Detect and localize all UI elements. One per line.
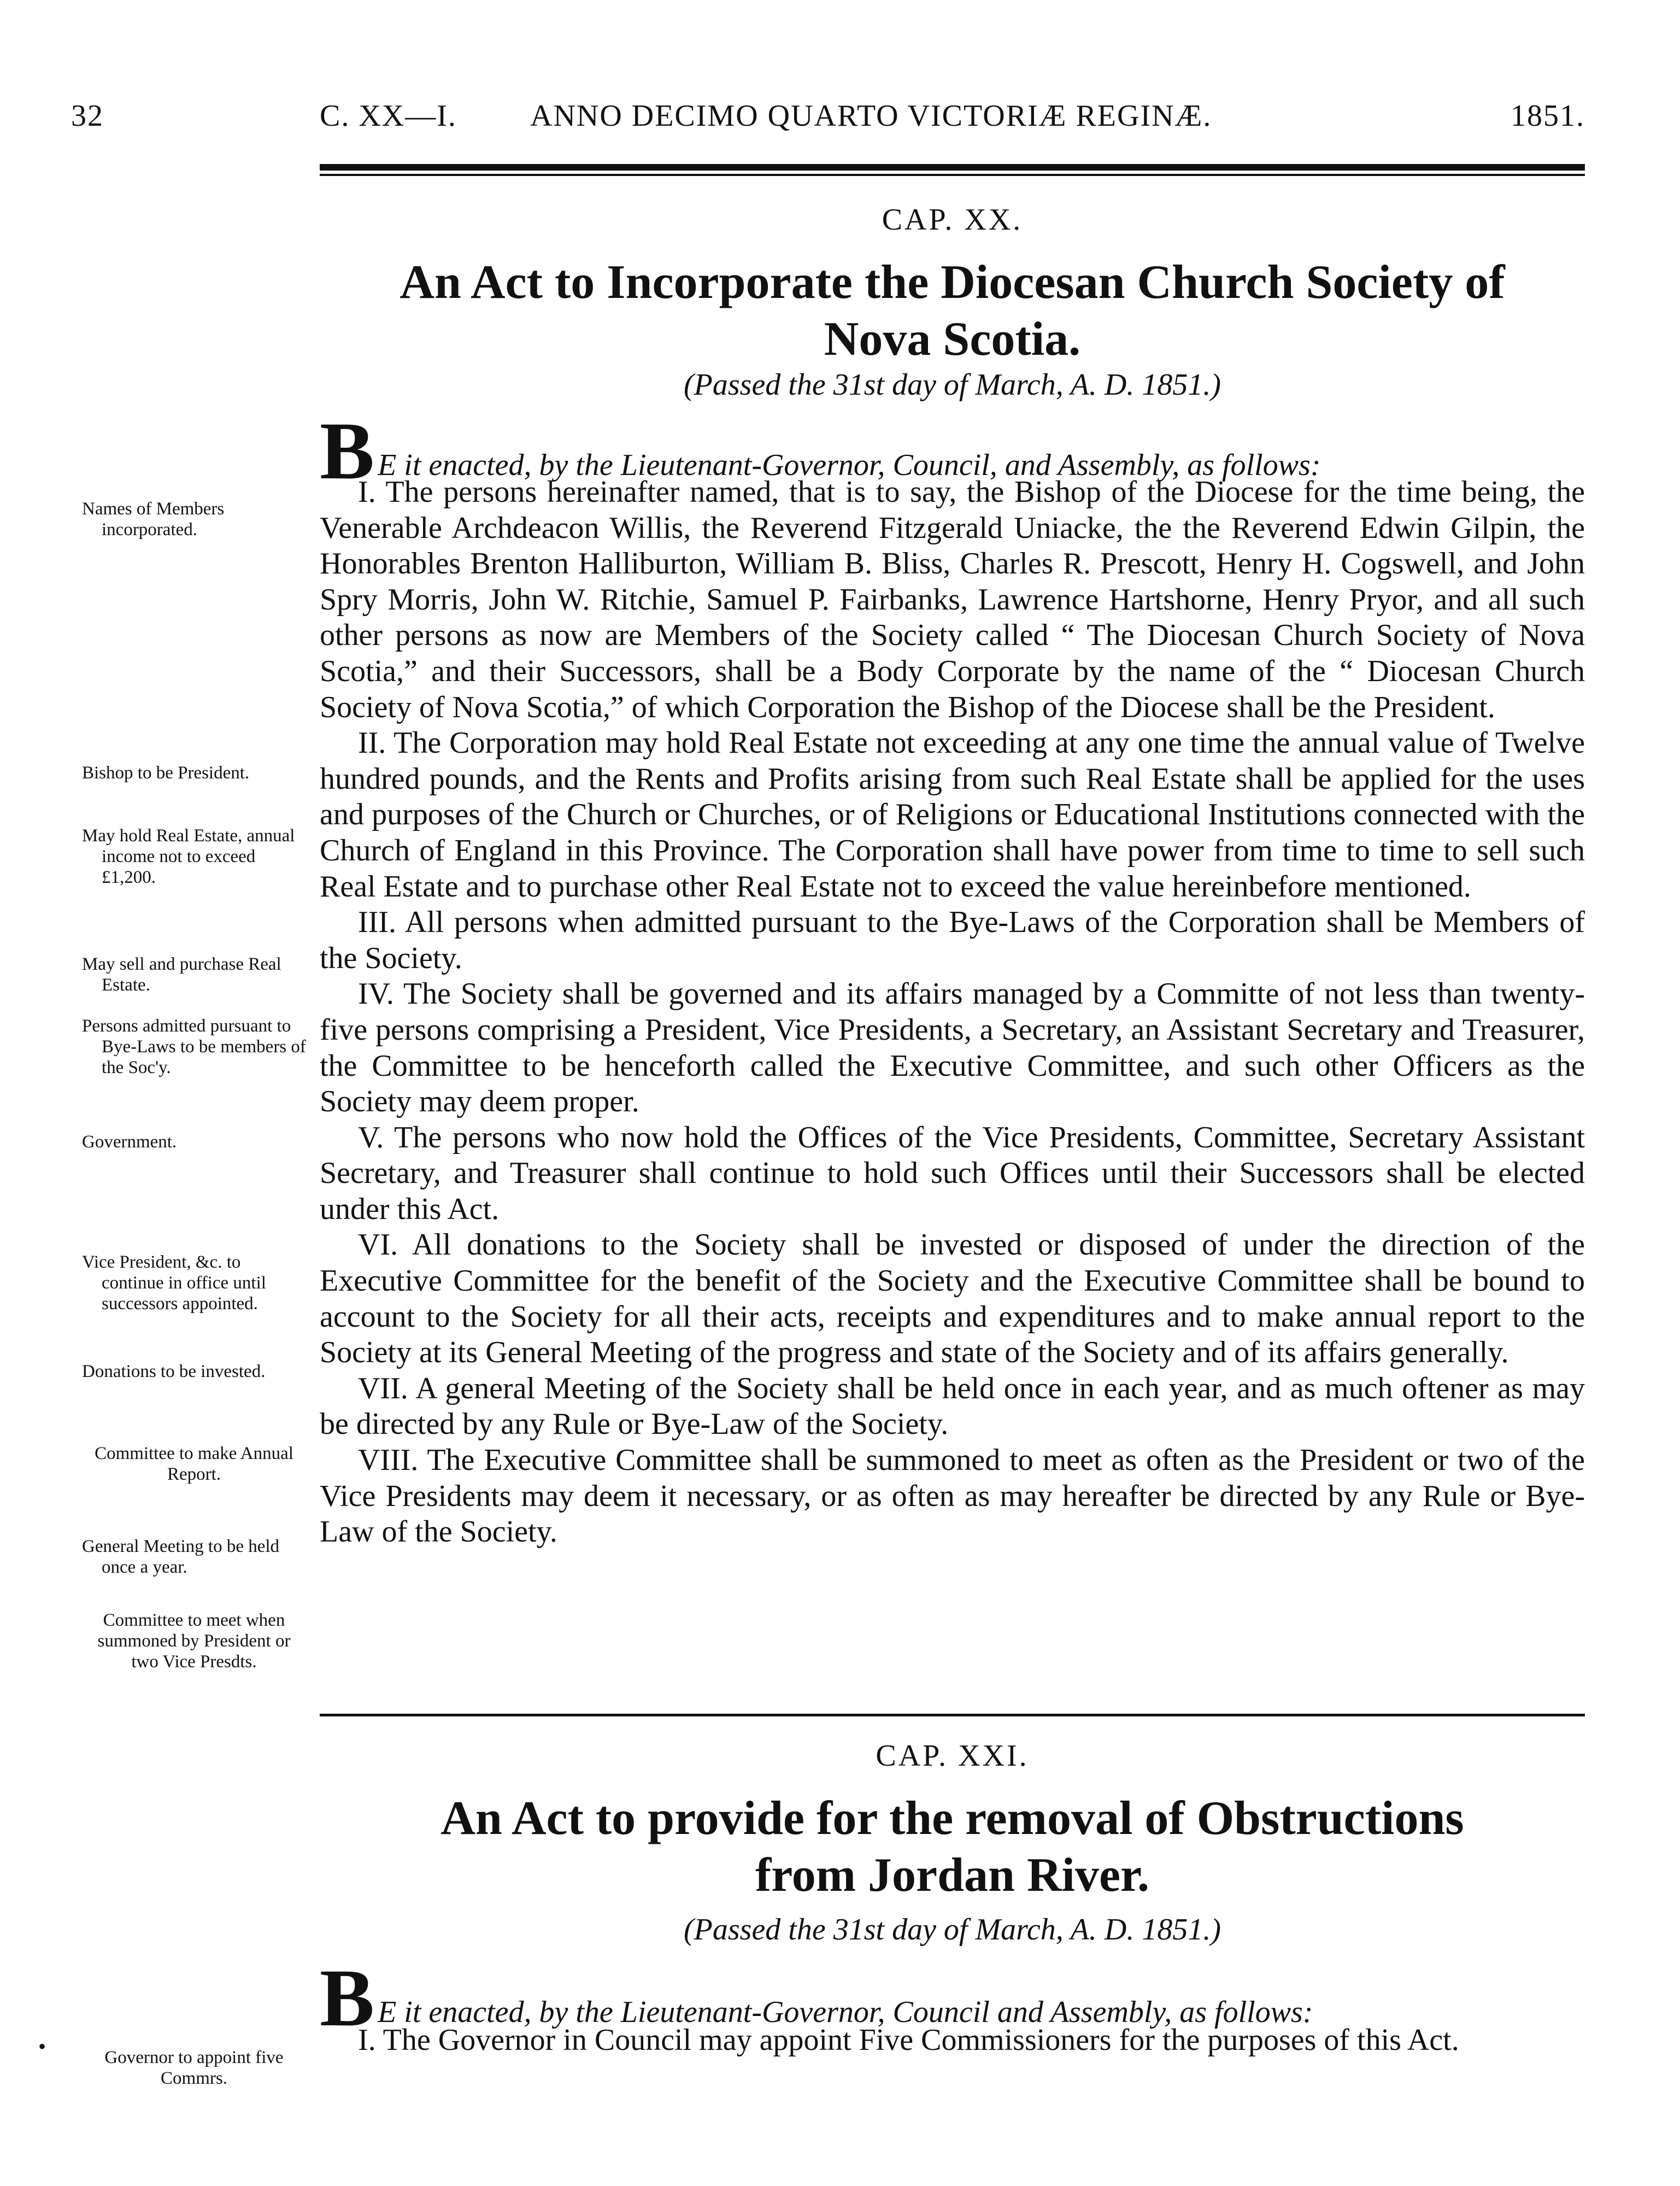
act1-section-8: VIII. The Executive Committee shall be summoned to meet as often as the President or two of the Vice Presidents may deem it necessary, or as often as may hereafter be directed by any Rule or Bye-Law of the Society. bbox=[320, 1443, 1585, 1549]
margin-note-governor-appoint: Governor to appoint five Commrs. bbox=[104, 2048, 284, 2088]
act1-enact-text: E it enacted, by the Lieutenant-Governor, Council, and Assembly, as follows: bbox=[378, 448, 1321, 482]
act1-section-5: V. The persons who now hold the Offices of the Vice Presidents, Committee, Secretary Assistant Secretary, and Treasurer shall continue to hold such Offices until their Successors shall be elected under this Act. bbox=[320, 1120, 1585, 1226]
margin-note-general-meeting: General Meeting to be held once a year. bbox=[82, 1537, 280, 1577]
act2-passed-date: (Passed the 31st day of March, A. D. 1851.) bbox=[684, 1913, 1221, 1947]
act1-section-1: I. The persons hereinafter named, that is to say, the Bishop of the Diocese for the time being, the Venerable Archdeacon Willis, the Reverend Fitzgerald Uniacke, the the Reverend Edwin Gilpin, the Honorables Brenton Halliburton, William B. Bliss, Charles R. Prescott, Henry H. Cogswell, and John Spry Morris, John W. Ritchie, Samuel P. Fairbanks, Lawrence Hartshorne, Henry Pryor, and all such other persons as now are Members of the Society called “ The Diocesan Church Society of Nova Scotia,” and their Successors, shall be a Body Corporate by the name of the “ Diocesan Church Society of Nova Scotia,” of which Corporation the Bishop of the Diocese shall be the President. bbox=[320, 475, 1585, 724]
margin-note-vice-president: Vice President, &c. to continue in office until successors appointed. bbox=[82, 1252, 266, 1314]
margin-note-donations: Donations to be invested. bbox=[82, 1362, 266, 1381]
act2-title-line1: An Act to provide for the removal of Obstructions bbox=[440, 1792, 1464, 1845]
act1-title-line2: Nova Scotia. bbox=[824, 313, 1081, 366]
margin-note-bishop: Bishop to be President. bbox=[82, 763, 250, 783]
act2-section-1: I. The Governor in Council may appoint Five Commissioners for the purposes of this Act. bbox=[358, 2023, 1459, 2057]
chapter-reference: C. XX—I. bbox=[320, 99, 457, 133]
margin-note-annual-report: Committee to make Annual Report. bbox=[95, 1444, 293, 1484]
act2-title bbox=[320, 1790, 1585, 1904]
header-double-rule bbox=[320, 164, 1585, 176]
running-title: ANNO DECIMO QUARTO VICTORIÆ REGINÆ. bbox=[530, 99, 1212, 133]
margin-note-members: Names of Members incorporated. bbox=[82, 499, 225, 540]
margin-note-real-estate: May hold Real Estate, annual income not to exceed £1,200. bbox=[82, 826, 295, 887]
act1-title-line1: An Act to Incorporate the Diocesan Church Society of bbox=[400, 256, 1505, 309]
act1-passed-date: (Passed the 31st day of March, A. D. 1851.) bbox=[684, 368, 1221, 402]
margin-note-sell-purchase: May sell and purchase Real Estate. bbox=[82, 954, 281, 995]
act2-drop-cap: B bbox=[320, 1953, 375, 2043]
act1-section-2: II. The Corporation may hold Real Estate not exceeding at any one time the annual value of Twelve hundred pounds, and the Rents and Profits arising from such Real Estate shall be applied for the uses and purposes of the Church or Churches, or of Religions or Educational Institutions connected with the Church of England in this Province. The Corporation shall have power from time to time to sell such Real Estate and to purchase other Real Estate not to exceed the value hereinbefore mentioned. bbox=[320, 726, 1585, 904]
margin-note-committee-meet: Committee to meet when summoned by President or two Vice Presdts. bbox=[97, 1610, 291, 1672]
act2-title-line2: from Jordan River. bbox=[755, 1849, 1150, 1902]
bullet-mark: • bbox=[38, 2034, 46, 2059]
margin-note-persons-admitted: Persons admitted pursuant to Bye-Laws to be members of the Soc'y. bbox=[82, 1016, 306, 1077]
header-year: 1851. bbox=[1511, 99, 1585, 133]
act1-body bbox=[320, 474, 1585, 1550]
act1-section-3: III. All persons when admitted pursuant to the Bye-Laws of the Corporation shall be Members of the Society. bbox=[320, 905, 1585, 975]
page-number: 32 bbox=[71, 99, 104, 133]
act1-section-6: VI. All donations to the Society shall be invested or disposed of under the direction of the Executive Committee for the benefit of the Society and the Executive Committee shall be bound to account to the Society for all their acts, receipts and expenditures and to make annual report to the Society at its General Meeting of the progress and state of the Society and of its affairs generally. bbox=[320, 1228, 1585, 1370]
act1-drop-cap: B bbox=[320, 406, 375, 496]
act2-cap-number: CAP. XXI. bbox=[876, 1739, 1029, 1773]
act1-section-7: VII. A general Meeting of the Society shall be held once in each year, and as much oftener as may be directed by any Rule or Bye-Law of the Society. bbox=[320, 1371, 1585, 1441]
act1-section-4: IV. The Society shall be governed and its affairs managed by a Committe of not less than twenty-five persons comprising a President, Vice Presidents, a Secretary, an Assistant Secretary and Treasurer, the Committee to be henceforth called the Executive Committee, and such other Officers as the Society may deem proper. bbox=[320, 977, 1585, 1119]
act1-title bbox=[320, 254, 1585, 368]
act1-cap-number: CAP. XX. bbox=[882, 203, 1023, 237]
section-divider-rule bbox=[320, 1714, 1585, 1716]
act2-body bbox=[320, 2023, 1585, 2059]
act2-enact-text: E it enacted, by the Lieutenant-Governor, Council and Assembly, as follows: bbox=[378, 1995, 1313, 2029]
running-header bbox=[71, 98, 1585, 148]
margin-note-government: Government. bbox=[82, 1132, 177, 1152]
